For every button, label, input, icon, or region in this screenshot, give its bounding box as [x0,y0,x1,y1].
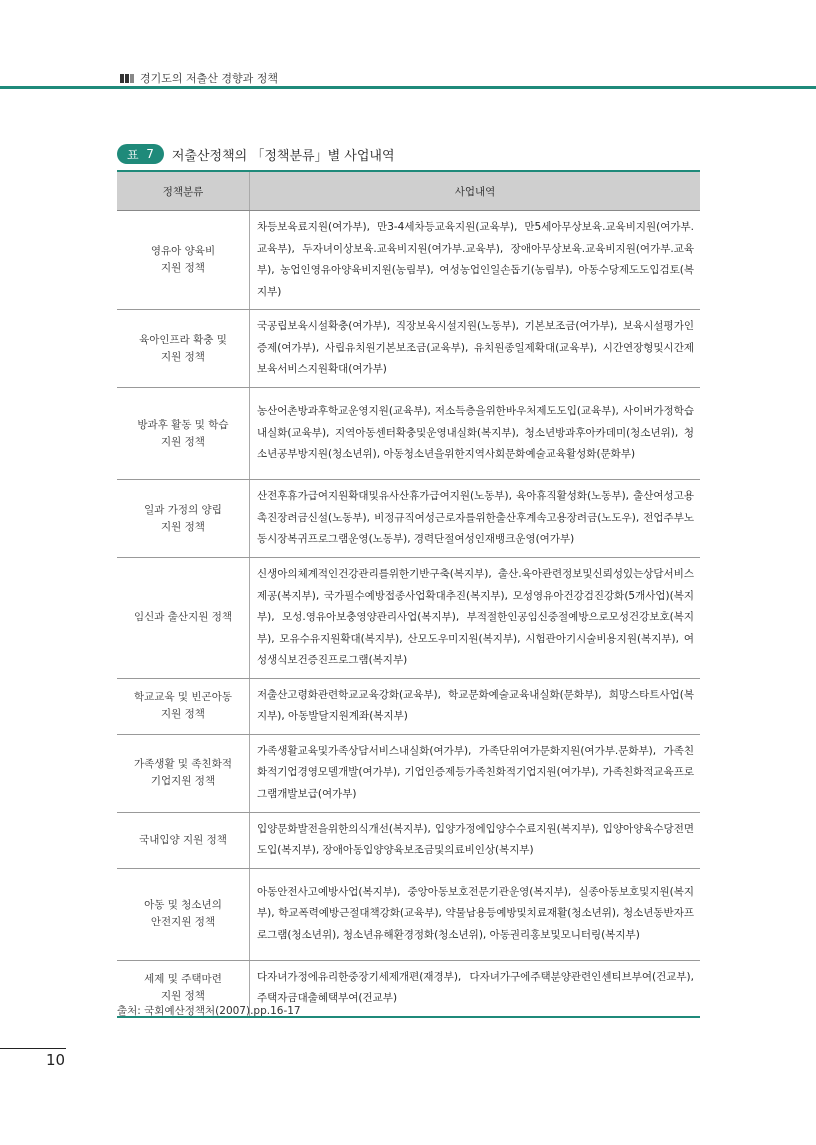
policy-category: 세제 및 주택마련 지원 정책 [117,960,250,1017]
policy-description: 국공립보육시설확충(여가부), 직장보육시설지원(노동부), 기본보조금(여가부), 보육시설평가인증제(여가부), 사립유치원기본보조금(교육부), 유치원종일제확대(교육부), 시간연장형및시간제보육서비스지원확대(여가부) [250,310,701,388]
policy-category: 육아인프라 확충 및 지원 정책 [117,310,250,388]
table-caption [117,144,395,164]
table-number-badge [117,144,164,164]
table-row [117,812,700,868]
badge-number: 7 [146,147,154,161]
policy-description: 입양문화발전을위한의식개선(복지부), 입양가정에입양수수료지원(복지부), 입양아양육수당전면도입(복지부), 장애아동입양양육보조금및의료비인상(복지부) [250,812,701,868]
policy-category: 가족생활 및 족친화적 기업지원 정책 [117,734,250,812]
policy-table [117,170,700,1018]
policy-category: 아동 및 청소년의 안전지원 정책 [117,868,250,960]
header-marker-icon [120,74,134,83]
policy-description: 가족생활교육및가족상담서비스내실화(여가부), 가족단위여가문화지원(여가부.문화부), 가족친화적기업경영모델개발(여가부), 기업인증제등가족친화적기업지원(여가부), 가족친화적교육프로그램개발보급(여가부) [250,734,701,812]
badge-prefix: 표 [127,147,139,162]
column-header-description: 사업내역 [250,171,701,211]
policy-category: 학교교육 및 빈곤아동 지원 정책 [117,678,250,734]
column-header-category: 정책분류 [117,171,250,211]
source-note: 출처: 국회예산정책처(2007).pp.16-17 [117,1005,301,1017]
policy-description: 농산어촌방과후학교운영지원(교육부), 저소득층을위한바우처제도도입(교육부), 사이버가정학습내실화(교육부), 지역아동센터확충및운영내실화(복지부), 청소년방과후아카데미(청소년위), 청소년공부방지원(청소년위), 아동청소년을위한지역사회문화예술교육활성화(문화부) [250,388,701,480]
policy-description: 신생아의체계적인건강관리를위한기반구축(복지부), 출산.육아관련정보및신뢰성있는상담서비스제공(복지부), 국가필수예방접종사업확대추진(복지부), 모성영유아건강검진강화(5개사업)(복지부), 모성.영유아보충영양관리사업(복지부), 부적절한인공임신중절예방으로모성건강보호(복지부), 모유수유지원확대(복지부), 산모도우미지원(복지부), 시험관아기시술비용지원(복지부), 여성생식보건증진프로그램(복지부) [250,558,701,679]
policy-description: 저출산고령화관련학교교육강화(교육부), 학교문화예술교육내실화(문화부), 희망스타트사업(복지부), 아동발달지원계좌(복지부) [250,678,701,734]
policy-category: 영유아 양육비 지원 정책 [117,211,250,310]
table-row [117,310,700,388]
table-title: 저출산정책의 「정책분류」별 사업내역 [171,148,395,164]
policy-category: 국내입양 지원 정책 [117,812,250,868]
running-header [120,70,278,86]
table-row [117,558,700,679]
table-row [117,734,700,812]
policy-description: 산전후휴가급여지원확대및유사산휴가급여지원(노동부), 육아휴직활성화(노동부), 출산여성고용촉진장려금신설(노동부), 비정규직여성근로자를위한출산후계속고용장려금(노도우), 전업주부노동시장복귀프로그램운영(노동부), 경력단절여성인재뱅크운영(여가부) [250,480,701,558]
table-row [117,868,700,960]
page-number: 10 [46,1051,66,1069]
table-row [117,211,700,310]
table-row [117,480,700,558]
policy-description: 아동안전사고예방사업(복지부), 중앙아동보호전문기관운영(복지부), 실종아동보호및지원(복지부), 학교폭력예방근절대책강화(교육부), 약물남용등예방및치료재활(청소년위), 청소년동반자프로그램(청소년위), 청소년유해환경정화(청소년위), 아동권리홍보및모니터링(복지부) [250,868,701,960]
page-number-rule [0,1048,66,1049]
header-rule [0,86,816,89]
table-row [117,388,700,480]
table-header-row [117,171,700,211]
policy-description: 차등보육료지원(여가부), 만3-4세차등교육지원(교육부), 만5세아무상보육.교육비지원(여가부.교육부), 두자녀이상보육.교육비지원(여가부.교육부), 장애아무상보육.교육비지원(여가부.교육부), 농업인영유아양육비지원(농림부), 여성농업인일손돕기(농림부), 아동수당제도도입검토(복지부) [250,211,701,310]
policy-category: 일과 가정의 양립 지원 정책 [117,480,250,558]
policy-description: 다자녀가정에유리한중장기세제개편(재경부), 다자녀가구에주택분양관련인센티브부여(건교부), 주택자금대출혜택부여(건교부) [250,960,701,1017]
policy-category: 방과후 활동 및 학습 지원 정책 [117,388,250,480]
table-row [117,678,700,734]
running-header-text: 경기도의 저출산 경향과 정책 [140,72,279,85]
policy-category: 임신과 출산지원 정책 [117,558,250,679]
